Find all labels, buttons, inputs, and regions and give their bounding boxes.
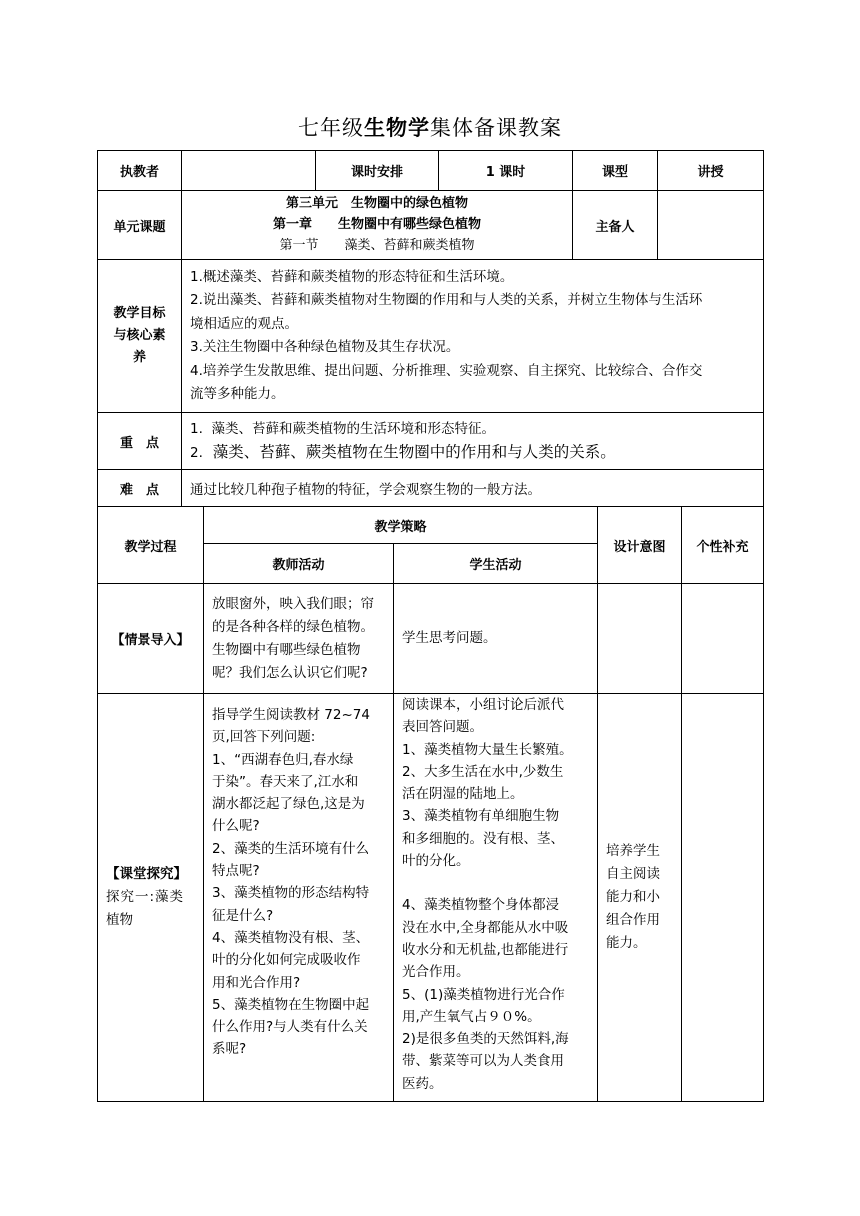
objectives-row [98,260,764,413]
objectives-label-line: 与核心素 [113,328,166,343]
objective-line: 1.概述藻类、苔藓和蕨类植物的形态特征和生活环境。 [190,268,514,285]
title-doc-type: 集体备课教案 [430,116,562,140]
explore-label-cell [98,694,204,1102]
info-table [97,150,764,507]
difficulty-label: 难 点 [98,470,182,507]
explore-intent-line: 组合作用 [606,912,661,928]
unit-row [98,191,764,260]
explore-teacher-line: 指导学生阅读教材 72~74 [212,707,370,723]
explore-student-line: 没在水中,全身都能从水中吸 [402,919,569,936]
key-point-num: 2. [190,444,203,461]
schedule-label: 课时安排 [316,151,439,191]
lead-value [658,191,764,260]
explore-student-line: 活在阴湿的陆地上。 [402,786,524,803]
intro-teacher [204,584,394,694]
explore-student-line: 3、藻类植物有单细胞生物 [402,808,560,825]
explore-personal [682,694,764,1102]
explore-teacher-line: 什么作用?与人类有什么关 [212,1019,368,1036]
process-label: 教学过程 [98,507,204,584]
explore-teacher-line: 系呢? [212,1041,247,1058]
explore-student [394,694,598,1102]
difficulty-row [98,470,764,507]
explore-intent-line: 自主阅读 [606,866,661,882]
teacher-value [182,151,316,191]
student-activity-label: 学生活动 [394,544,598,584]
unit-title [182,191,573,260]
objective-line: 2.说出藻类、苔藓和蕨类植物对生物圈的作用和与人类的关系，并树立生物体与生活环 [190,292,703,308]
explore-student-line: 和多细胞的。没有根、茎、 [402,830,564,847]
title-grade-suffix: 年级 [320,116,364,140]
objectives-label-line: 养 [132,350,146,365]
explore-teacher-line: 于染”。春天来了,江水和 [212,773,359,790]
explore-student-line: 光合作用。 [402,964,470,981]
explore-student-line: 2、大多生活在水中,少数生 [402,763,564,780]
explore-sub: 植物 [106,912,133,928]
explore-teacher [204,694,394,1102]
intro-teacher-line: 呢？我们怎么认识它们呢? [212,664,368,681]
intro-teacher-line: 的是各种各样的绿色植物。 [212,618,374,635]
explore-student-line: 4、藻类植物整个身体都浸 [402,897,560,914]
schedule-value: 1 课时 [439,151,573,191]
objective-line: 流等多种能力。 [190,386,285,402]
process-table [97,506,764,1102]
explore-student-line: 5、(1)藻类植物进行光合作 [402,986,565,1003]
unit-line-2: 第一章 生物圈中有哪些绿色植物 [272,217,481,232]
teacher-label: 执教者 [98,151,182,191]
intro-label: 【情景导入】 [98,584,204,694]
difficulty-text: 通过比较几种孢子植物的特征，学会观察生物的一般方法。 [182,470,764,507]
key-point-num: 1. [190,420,203,437]
explore-student-line: 用,产生氧气占９０%。 [402,1008,541,1025]
page-title [0,112,860,142]
strategy-label: 教学策略 [204,507,598,544]
intro-intent [598,584,682,694]
title-subject: 生物学 [364,116,430,140]
unit-label: 单元课题 [98,191,182,260]
objective-line: 3.关注生物圈中各种绿色植物及其生存状况。 [190,339,460,355]
key-points-label: 重 点 [98,413,182,470]
explore-student-line: 带、紫菜等可以为人类食用 [402,1053,564,1070]
explore-student-line: 表回答问题。 [402,719,483,736]
process-header-row [98,507,764,544]
unit-line-1: 第三单元 生物圈中的绿色植物 [285,196,468,211]
objective-line: 4.培养学生发散思维、提出问题、分析推理、实验观察、自主探究、比较综合、合作交 [190,362,703,379]
objectives-label [98,260,182,413]
explore-teacher-line: 2、藻类的生活环境有什么 [212,840,370,857]
explore-student-line: 1、藻类植物大量生长繁殖。 [402,741,573,758]
key-point-item [190,440,763,465]
explore-intent-line: 培养学生 [606,843,661,859]
explore-teacher-line: 用和光合作用? [212,974,301,991]
key-point-text: 藻类、苔藓、蕨类植物在生物圈中的作用和与人类的关系。 [212,442,616,461]
intro-student: 学生思考问题。 [394,584,598,694]
header-row [98,151,764,191]
explore-intent-line: 能力。 [606,935,647,951]
explore-student-line: 收水分和无机盐,也都能进行 [402,941,569,958]
title-grade: 七 [298,116,320,140]
key-points-content [182,413,764,470]
explore-intent-line: 能力和小 [606,889,661,905]
explore-label: 【课堂探究】 [106,866,187,882]
explore-teacher-line: 4、藻类植物没有根、茎、 [212,929,370,946]
teacher-activity-label: 教师活动 [204,544,394,584]
explore-student-line: 医药。 [402,1075,443,1092]
explore-student-line: 叶的分化。 [402,853,470,870]
objectives-label-line: 教学目标 [113,306,166,321]
explore-teacher-line: 5、藻类植物在生物圈中起 [212,996,370,1013]
key-point-item [190,418,763,440]
type-value: 讲授 [658,151,764,191]
key-points-row [98,413,764,470]
intro-row [98,584,764,694]
intro-teacher-line: 生物圈中有哪些绿色植物 [212,641,361,658]
personal-label: 个性补充 [682,507,764,584]
explore-intent [598,694,682,1102]
explore-teacher-line: 湖水都泛起了绿色,这是为 [212,796,365,813]
intro-teacher-line: 放眼窗外，映入我们眼；帘 [212,595,374,612]
type-label: 课型 [573,151,658,191]
key-point-text: 藻类、苔藓和蕨类植物的生活环境和形态特征。 [211,420,495,437]
explore-sub: 探究一:藻类 [106,889,185,905]
explore-teacher-line: 征是什么? [212,907,274,924]
explore-teacher-line: 叶的分化如何完成吸收作 [212,952,361,969]
explore-student-line [402,872,597,894]
explore-teacher-line: 1、“西湖春色归,春水绿 [212,751,354,768]
explore-teacher-line: 页,回答下列问题: [212,729,316,746]
explore-teacher-line: 3、藻类植物的形态结构特 [212,885,370,902]
objective-line: 境相适应的观点。 [190,315,298,332]
explore-student-line: 阅读课本，小组讨论后派代 [402,697,564,713]
explore-student-line: 2)是很多鱼类的天然饵料,海 [402,1031,569,1048]
unit-line-3: 第一节 藻类、苔藓和蕨类植物 [279,238,475,253]
explore-row [98,694,764,1102]
intent-label: 设计意图 [598,507,682,584]
lead-label: 主备人 [573,191,658,260]
objectives-content [182,260,764,413]
intro-personal [682,584,764,694]
explore-teacher-line: 特点呢? [212,863,260,880]
explore-teacher-line: 什么呢? [212,818,260,835]
